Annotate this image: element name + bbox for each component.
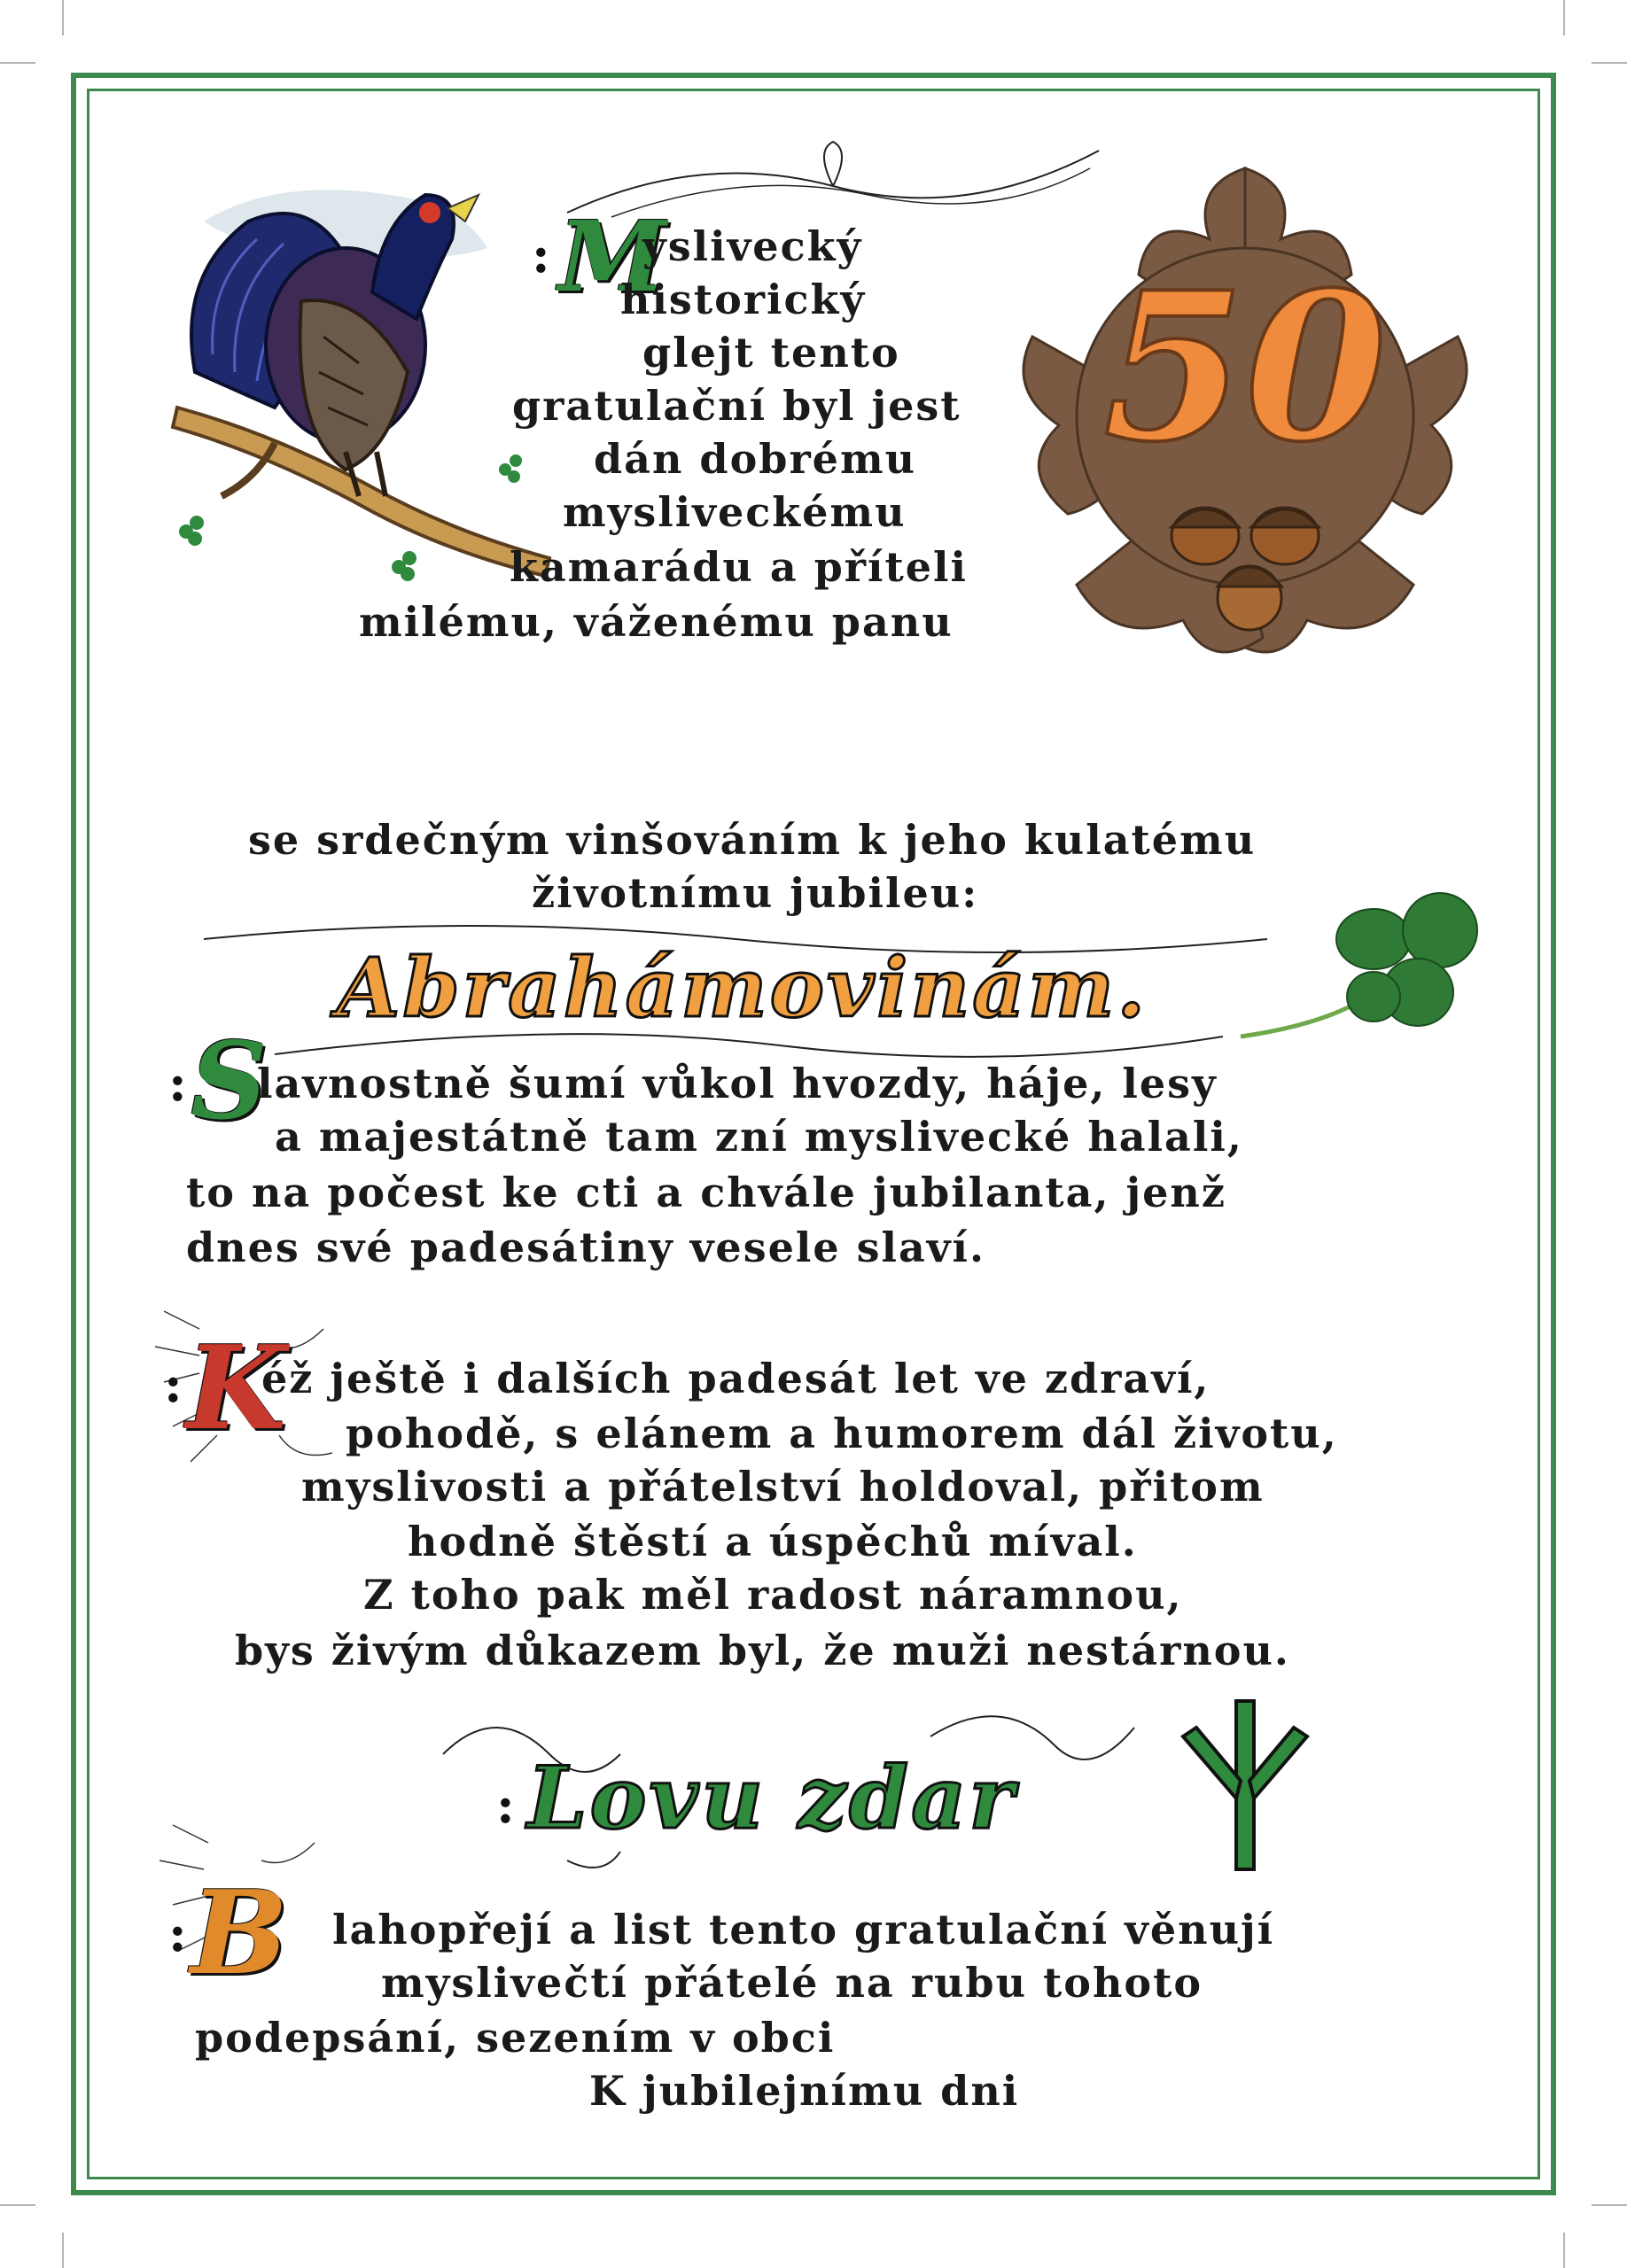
para1-line: a majestátně tam zní myslivecké halali, [275, 1113, 1243, 1161]
crop-mark [1592, 62, 1627, 64]
crop-mark [1592, 2204, 1627, 2206]
intro-line: gratulační byl jest [512, 382, 961, 430]
four-leaf-clover [1241, 868, 1498, 1054]
para2-line: Z toho pak měl radost náramnou, [363, 1571, 1183, 1619]
intro-initial: M [558, 199, 666, 314]
para2-line: bys živým důkazem byl, že muži nestárnou. [235, 1627, 1290, 1674]
intro-line: historický [620, 276, 867, 323]
para1-line: lavnostně šumí vůkol hvozdy, háje, lesy [257, 1060, 1218, 1107]
para3-line: K jubilejnímu dni [589, 2067, 1020, 2115]
para3-line: podepsání, sezením v obci [195, 2014, 836, 2062]
para2-line: hodně štěstí a úspěchů míval. [408, 1518, 1138, 1565]
capercaillie-illustration [168, 142, 558, 602]
intro-line: yslivecký [642, 222, 863, 270]
intro-line: milému, váženému panu [359, 598, 954, 646]
decorative-colon: : [532, 226, 550, 284]
crop-mark [1563, 0, 1565, 35]
para3-line: myslivečtí přátelé na rubu tohoto [381, 1959, 1203, 2007]
para1-initial: S [191, 1019, 268, 1144]
para2-initial: K [186, 1320, 286, 1456]
intro-line: mysliveckému [563, 488, 907, 536]
para1-line: to na počest ke cti a chvále jubilanta, jenž [186, 1169, 1226, 1216]
intro-line: kamarádu a příteli [510, 543, 968, 591]
para2-line: myslivosti a přátelství holdoval, přitom [301, 1463, 1265, 1511]
crop-mark [1563, 2233, 1565, 2268]
acorn-icon [1152, 487, 1347, 647]
pine-sprig-icon [1174, 1701, 1316, 1878]
wish-line: životnímu jubileu: [532, 869, 979, 917]
decorative-colon: : [168, 1905, 187, 1963]
heading-lovu-zdar: Lovu zdar [527, 1748, 1016, 1848]
para2-line: éž ještě i dalších padesát let ve zdraví, [261, 1355, 1211, 1402]
crop-mark [62, 2233, 64, 2268]
intro-line: dán dobrému [594, 435, 917, 483]
decorative-colon: : [164, 1355, 183, 1414]
para3-initial: B [191, 1865, 288, 2000]
para1-line: dnes své padesátiny vesele slaví. [186, 1223, 986, 1271]
para3-line: lahopřejí a list tento gratulační věnují [332, 1906, 1275, 1953]
crop-mark [0, 62, 35, 64]
oak-leaf-medal [997, 159, 1493, 673]
decorative-colon: : [496, 1776, 515, 1835]
intro-line: glejt tento [642, 329, 900, 377]
crop-mark [62, 0, 64, 35]
crop-mark [0, 2204, 35, 2206]
medal-number: 50 [1103, 248, 1388, 487]
para2-line: pohodě, s elánem a humorem dál životu, [346, 1410, 1338, 1457]
heading-abrahamovinam: Abrahámovinám. [337, 940, 1148, 1036]
wish-line: se srdečným vinšováním k jeho kulatému [248, 816, 1257, 864]
decorative-colon: : [168, 1054, 187, 1113]
